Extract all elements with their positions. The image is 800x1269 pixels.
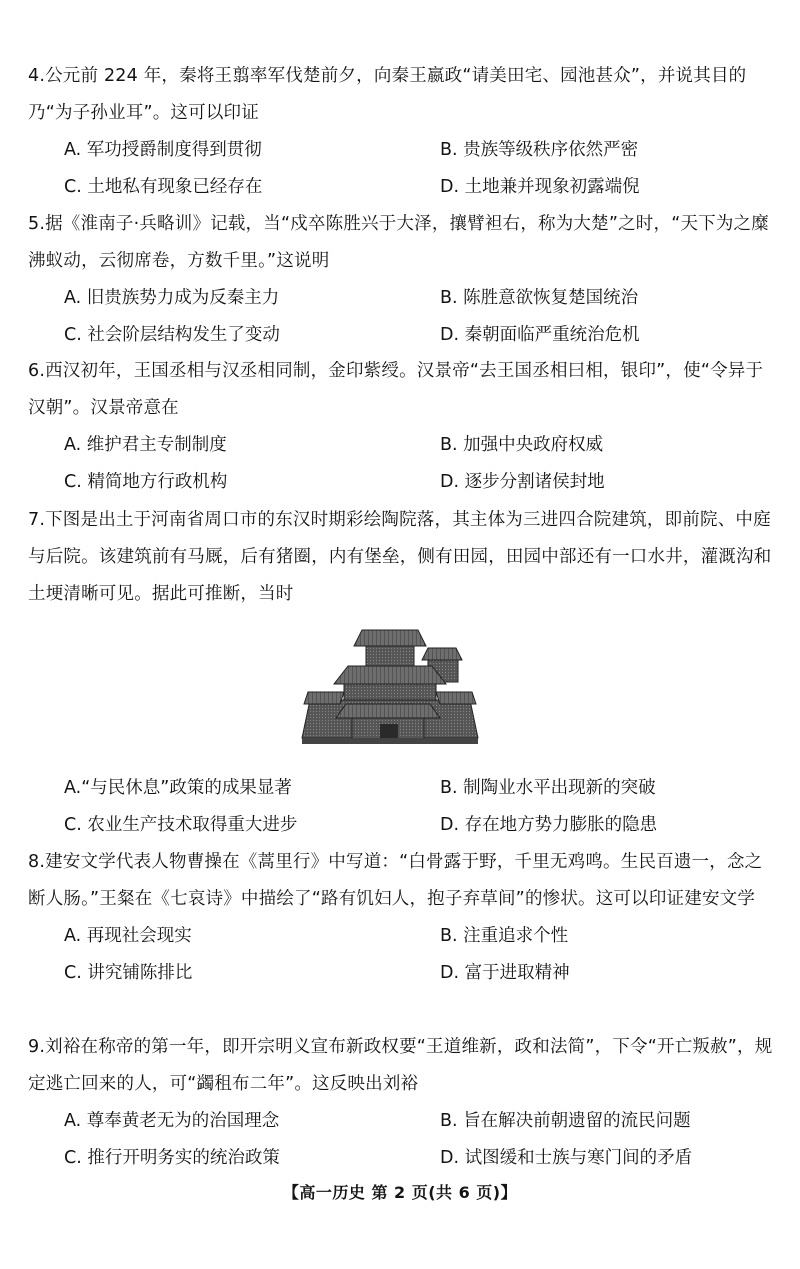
option-c: C. 推行开明务实的统治政策: [64, 1148, 280, 1168]
question-5: [28, 206, 776, 354]
option-a: A. 尊奉黄老无为的治国理念: [64, 1111, 280, 1131]
question-6: [28, 353, 776, 501]
options-grid: [28, 280, 776, 354]
option-a: A. 维护君主专制制度: [64, 435, 227, 455]
option-b: B. 旨在解决前朝遗留的流民问题: [440, 1111, 691, 1131]
option-a: A.“与民休息”政策的成果显著: [64, 778, 292, 798]
options-grid: [28, 770, 776, 844]
question-stem: 7.下图是出土于河南省周口市的东汉时期彩绘陶院落，其主体为三进四合院建筑，即前院、中庭与后院。该建筑前有马厩，后有猪圈，内有堡垒，侧有田园，田园中部还有一口水井，灌溉沟和土埂清晰可见。据此可推断，当时: [28, 510, 772, 604]
option-b: B. 贵族等级秩序依然严密: [440, 140, 639, 160]
options-grid: [28, 1103, 776, 1177]
option-b: B. 陈胜意欲恢复楚国统治: [440, 288, 639, 308]
question-7-options: [28, 770, 776, 844]
question-stem: 8.建安文学代表人物曹操在《蒿里行》中写道：“白骨露于野，千里无鸡鸣。生民百遗一，念之断人肠。”王粲在《七哀诗》中描绘了“路有饥妇人，抱子弃草间”的惨状。这可以印证建安文学: [28, 852, 763, 909]
option-d: D. 逐步分割诸侯封地: [440, 472, 605, 492]
option-d: D. 存在地方势力膨胀的隐患: [440, 815, 658, 835]
option-c: C. 农业生产技术取得重大进步: [64, 815, 298, 835]
question-4: [28, 58, 776, 206]
option-c: C. 社会阶层结构发生了变动: [64, 325, 280, 345]
question-8: [28, 844, 776, 992]
options-grid: [28, 132, 776, 206]
pottery-courtyard-image: [300, 620, 480, 755]
question-9: [28, 1029, 776, 1177]
option-b: B. 制陶业水平出现新的突破: [440, 778, 656, 798]
page-footer: 【高一历史 第 2 页(共 6 页)】: [282, 1183, 518, 1202]
question-7: [28, 502, 776, 613]
pottery-courtyard-figure: [300, 620, 480, 755]
option-c: C. 土地私有现象已经存在: [64, 177, 263, 197]
option-d: D. 土地兼并现象初露端倪: [440, 177, 640, 197]
option-a: A. 旧贵族势力成为反秦主力: [64, 288, 280, 308]
option-d: D. 试图缓和士族与寒门间的矛盾: [440, 1148, 693, 1168]
question-stem: 9.刘裕在称帝的第一年，即开宗明义宣布新政权要“王道维新，政和法简”，下令“开亡叛赦”，规定逃亡回来的人，可“蠲租布二年”。这反映出刘裕: [28, 1037, 773, 1094]
option-d: D. 富于进取精神: [440, 963, 570, 983]
question-stem: 4.公元前 224 年，秦将王翦率军伐楚前夕，向秦王嬴政“请美田宅、园池甚众”，并说其目的乃“为子孙业耳”。这可以印证: [28, 66, 747, 123]
question-stem: 6.西汉初年，王国丞相与汉丞相同制，金印紫绶。汉景帝“去王国丞相曰相，银印”，使“令异于汉朝”。汉景帝意在: [28, 361, 764, 418]
option-b: B. 加强中央政府权威: [440, 435, 604, 455]
option-b: B. 注重追求个性: [440, 926, 569, 946]
option-c: C. 精简地方行政机构: [64, 472, 228, 492]
option-a: A. 再现社会现实: [64, 926, 192, 946]
option-d: D. 秦朝面临严重统治危机: [440, 325, 640, 345]
option-c: C. 讲究铺陈排比: [64, 963, 193, 983]
options-grid: [28, 918, 776, 992]
options-grid: [28, 427, 776, 501]
question-stem: 5.据《淮南子·兵略训》记载，当“戍卒陈胜兴于大泽，攘臂袒右，称为大楚”之时，“天下为之糜沸蚁动，云彻席卷，方数千里。”这说明: [28, 214, 769, 271]
option-a: A. 军功授爵制度得到贯彻: [64, 140, 262, 160]
